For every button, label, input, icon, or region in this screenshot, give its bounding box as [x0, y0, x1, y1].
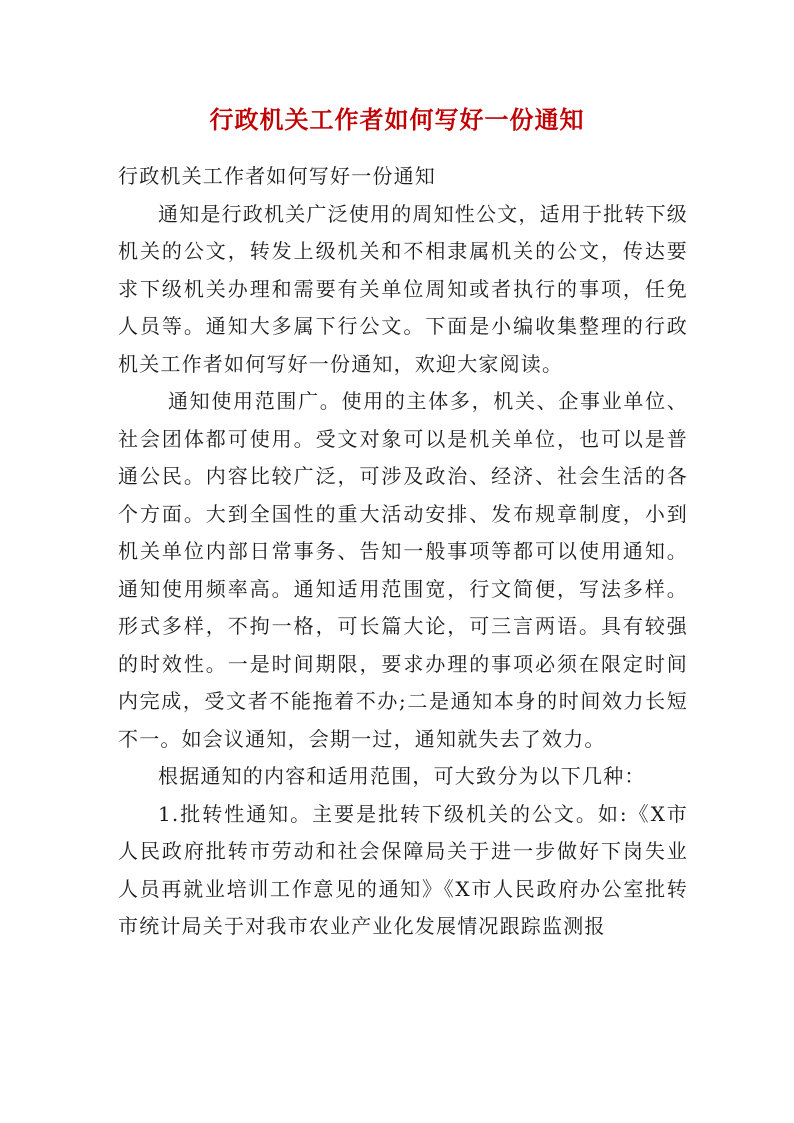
paragraph-categories-intro: 根据通知的内容和适用范围，可大致分为以下几种：	[158, 764, 646, 788]
document-title: 行政机关工作者如何写好一份通知	[209, 105, 585, 134]
paragraph-category-1: 1.批转性通知。主要是批转下级机关的公文。如:《X市人民政府批转市劳动和社会保障局关于进一步做好下岗失业人员再就业培训工作意见的通知》《X市人民政府办公室批转市统计局关于对我市农业产业化发展情况跟踪监测报	[118, 801, 688, 938]
paragraph-intro: 通知是行政机关广泛使用的周知性公文，适用于批转下级机关的公文，转发上级机关和不相隶属机关的公文，传达要求下级机关办理和需要有关单位周知或者执行的事项，任免人员等。通知大多属下行公文。下面是小编收集整理的行政机关工作者如何写好一份通知，欢迎大家阅读。	[118, 201, 688, 376]
paragraph-usage-scope: 通知使用范围广。使用的主体多，机关、企事业单位、社会团体都可使用。受文对象可以是机关单位，也可以是普通公民。内容比较广泛，可涉及政治、经济、社会生活的各个方面。大到全国性的重大活动安排、发布规章制度，小到机关单位内部日常事务、告知一般事项等都可以使用通知。通知使用频率高。通知适用范围宽，行文简便，写法多样。形式多样，不拘一格，可长篇大论，可三言两语。具有较强的时效性。一是时间期限，要求办理的事项必须在限定时间内完成，受文者不能拖着不办;二是通知本身的时间效力长短不一。如会议通知，会期一过，通知就失去了效力。	[118, 389, 688, 751]
paragraph-subtitle: 行政机关工作者如何写好一份通知	[118, 164, 436, 188]
document-body	[118, 158, 688, 946]
